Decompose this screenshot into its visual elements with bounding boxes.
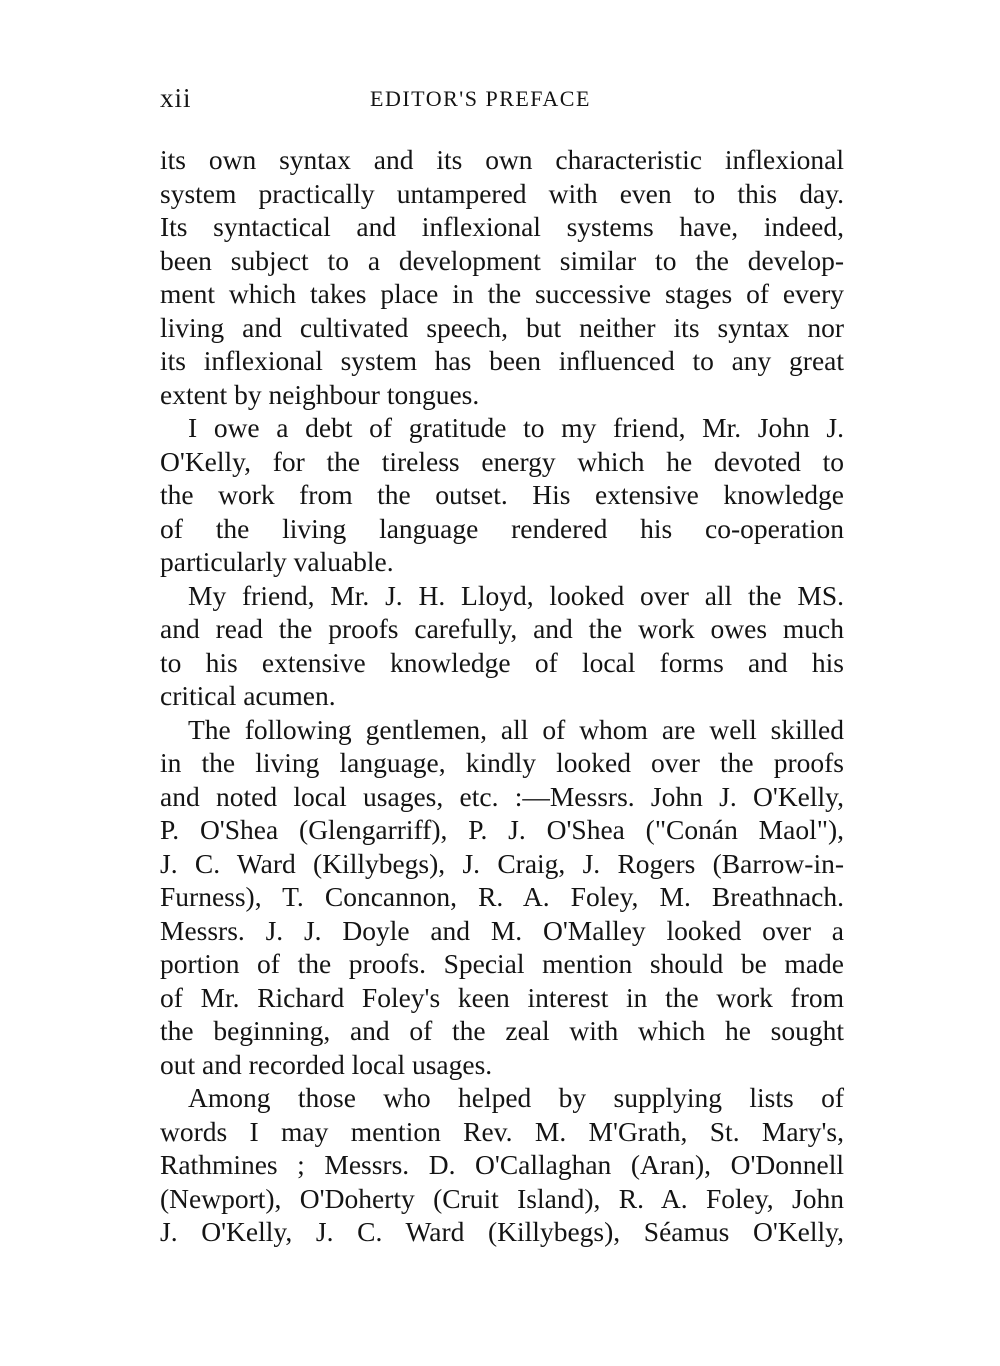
text-line: J. O'Kelly, J. C. Ward (Killybegs), Séamus O'Kelly, <box>160 1216 844 1247</box>
text-line: words I may mention Rev. M. M'Grath, St. Mary's, <box>160 1115 844 1147</box>
page-number: xii <box>160 83 192 113</box>
paragraph-gratitude <box>160 411 844 579</box>
paragraph-lloyd <box>160 579 844 713</box>
text-line: (Newport), O'Doherty (Cruit Island), R. A. Foley, John <box>160 1182 844 1214</box>
text-line: Among those who helped by supplying lists of <box>188 1082 844 1113</box>
text-line: its inflexional system has been influenced to any great <box>160 345 844 376</box>
text-line: O'Kelly, for the tireless energy which he devoted to <box>160 445 844 477</box>
text-line: Its syntactical and inflexional systems have, indeed, <box>160 211 844 242</box>
text-line: out and recorded local usages. <box>160 1048 493 1080</box>
body-text <box>160 143 844 1249</box>
text-line: of Mr. Richard Foley's keen interest in the work from <box>160 981 844 1013</box>
text-line: Rathmines ; Messrs. D. O'Callaghan (Aran), O'Donnell <box>160 1149 844 1180</box>
text-line: been subject to a development similar to the develop- <box>160 244 844 276</box>
text-line: My friend, Mr. J. H. Lloyd, looked over all the MS. <box>188 579 844 611</box>
text-line: Furness), T. Concannon, R. A. Foley, M. Breathnach. <box>160 881 844 912</box>
text-line: J. C. Ward (Killybegs), J. Craig, J. Rogers (Barrow-in- <box>160 847 844 879</box>
text-line: portion of the proofs. Special mention should be made <box>160 948 844 979</box>
text-line: system practically untampered with even to this day. <box>160 177 844 209</box>
text-line: critical acumen. <box>160 680 336 711</box>
text-line: I owe a debt of gratitude to my friend, Mr. John J. <box>188 412 844 443</box>
text-line: Messrs. J. J. Doyle and M. O'Malley looked over a <box>160 914 844 946</box>
text-line: particularly valuable. <box>160 546 394 577</box>
text-line: to his extensive knowledge of local forms and his <box>160 646 844 678</box>
text-line: of the living language rendered his co-operation <box>160 512 844 544</box>
text-line: P. O'Shea (Glengarriff), P. J. O'Shea ("Conán Maol"), <box>160 814 844 845</box>
paragraph-continuation <box>160 143 844 411</box>
text-line: and read the proofs carefully, and the work owes much <box>160 613 844 644</box>
text-line: in the living language, kindly looked over the proofs <box>160 747 844 778</box>
text-line: its own syntax and its own characteristic inflexional <box>160 144 844 175</box>
text-line: The following gentlemen, all of whom are well skilled <box>188 713 844 745</box>
text-line: the beginning, and of the zeal with which he sought <box>160 1015 844 1046</box>
text-line: ment which takes place in the successive stages of every <box>160 278 844 309</box>
text-line: living and cultivated speech, but neither its syntax nor <box>160 311 844 343</box>
paragraph-gentlemen <box>160 713 844 1082</box>
text-line: and noted local usages, etc. :—Messrs. John J. O'Kelly, <box>160 780 844 812</box>
running-head: EDITOR'S PREFACE <box>370 86 591 111</box>
text-line: extent by neighbour tongues. <box>160 378 480 410</box>
page-header <box>160 83 844 119</box>
text-line: the work from the outset. His extensive knowledge <box>160 479 844 510</box>
paragraph-word-lists <box>160 1081 844 1249</box>
